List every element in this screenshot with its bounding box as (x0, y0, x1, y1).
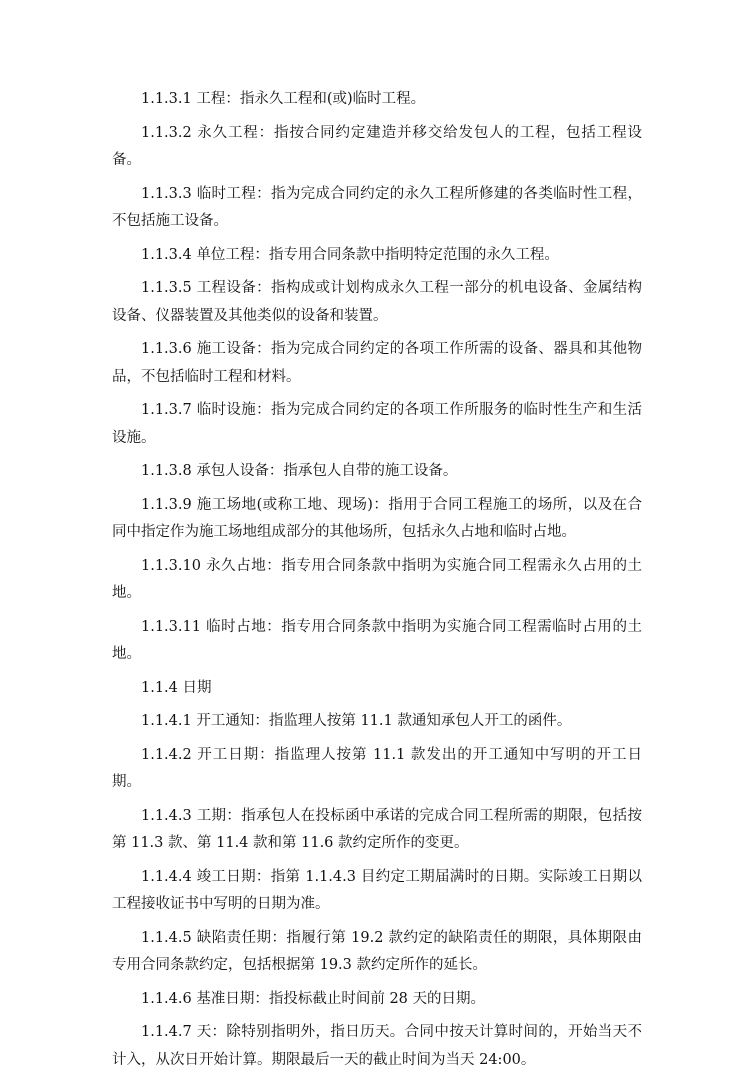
clause-1-1-3-10: 1.1.3.10 永久占地：指专用合同条款中指明为实施合同工程需永久占用的土地。 (112, 557, 642, 601)
clause-1-1-4-3: 1.1.4.3 工期：指承包人在投标函中承诺的完成合同工程所需的期限，包括按第 11.3 款、第 11.4 款和第 11.6 款约定所作的变更。 (112, 807, 642, 851)
clause-1-1-4-6: 1.1.4.6 基准日期：指投标截止时间前 28 天的日期。 (141, 990, 486, 1007)
clause-1-1-4-1: 1.1.4.1 开工通知：指监理人按第 11.1 款通知承包人开工的函件。 (141, 713, 572, 729)
clause-1-1-3-4: 1.1.3.4 单位工程：指专用合同条款中指明特定范围的永久工程。 (141, 246, 559, 263)
clause-1-1-4-4: 1.1.4.4 竣工日期：指第 1.1.4.3 目约定工期届满时的日期。实际竣工日期以工程接收证书中写明的日期为准。 (112, 868, 642, 912)
clause-1-1-3-8: 1.1.3.8 承包人设备：指承包人自带的施工设备。 (141, 463, 458, 479)
clause-1-1-4-5: 1.1.4.5 缺陷责任期：指履行第 19.2 款约定的缺陷责任的期限，具体期限由专用合同条款约定，包括根据第 19.3 款约定所作的延长。 (112, 929, 642, 973)
clause-1-1-3-2: 1.1.3.2 永久工程：指按合同约定建造并移交给发包人的工程，包括工程设备。 (112, 124, 642, 168)
clause-1-1-3-1: 1.1.3.1 工程：指永久工程和(或)临时工程。 (141, 91, 426, 107)
clause-1-1-3-11: 1.1.3.11 临时占地：指专用合同条款中指明为实施合同工程需临时占用的土地。 (112, 618, 642, 662)
document-body (112, 86, 642, 1080)
clause-1-1-3-3: 1.1.3.3 临时工程：指为完成合同约定的永久工程所修建的各类临时性工程，不包括施工设备。 (112, 185, 642, 229)
section-heading-1-1-4: 1.1.4 日期 (141, 679, 212, 696)
clause-1-1-3-9: 1.1.3.9 施工场地(或称工地、现场)：指用于合同工程施工的场所，以及在合同中指定作为施工场地组成部分的其他场所，包括永久占地和临时占地。 (112, 496, 642, 540)
clause-1-1-3-7: 1.1.3.7 临时设施：指为完成合同约定的各项工作所服务的临时性生产和生活设施。 (112, 402, 642, 446)
clause-1-1-4-7: 1.1.4.7 天：除特别指明外，指日历天。合同中按天计算时间的，开始当天不计入，从次日开始计算。期限最后一天的截止时间为当天 24:00。 (112, 1024, 642, 1068)
clause-1-1-3-5: 1.1.3.5 工程设备：指构成或计划构成永久工程一部分的机电设备、金属结构设备、仪器装置及其他类似的设备和装置。 (112, 280, 642, 324)
clause-1-1-4-2: 1.1.4.2 开工日期：指监理人按第 11.1 款发出的开工通知中写明的开工日期。 (112, 746, 642, 790)
clause-1-1-3-6: 1.1.3.6 施工设备：指为完成合同约定的各项工作所需的设备、器具和其他物品，不包括临时工程和材料。 (112, 341, 642, 385)
